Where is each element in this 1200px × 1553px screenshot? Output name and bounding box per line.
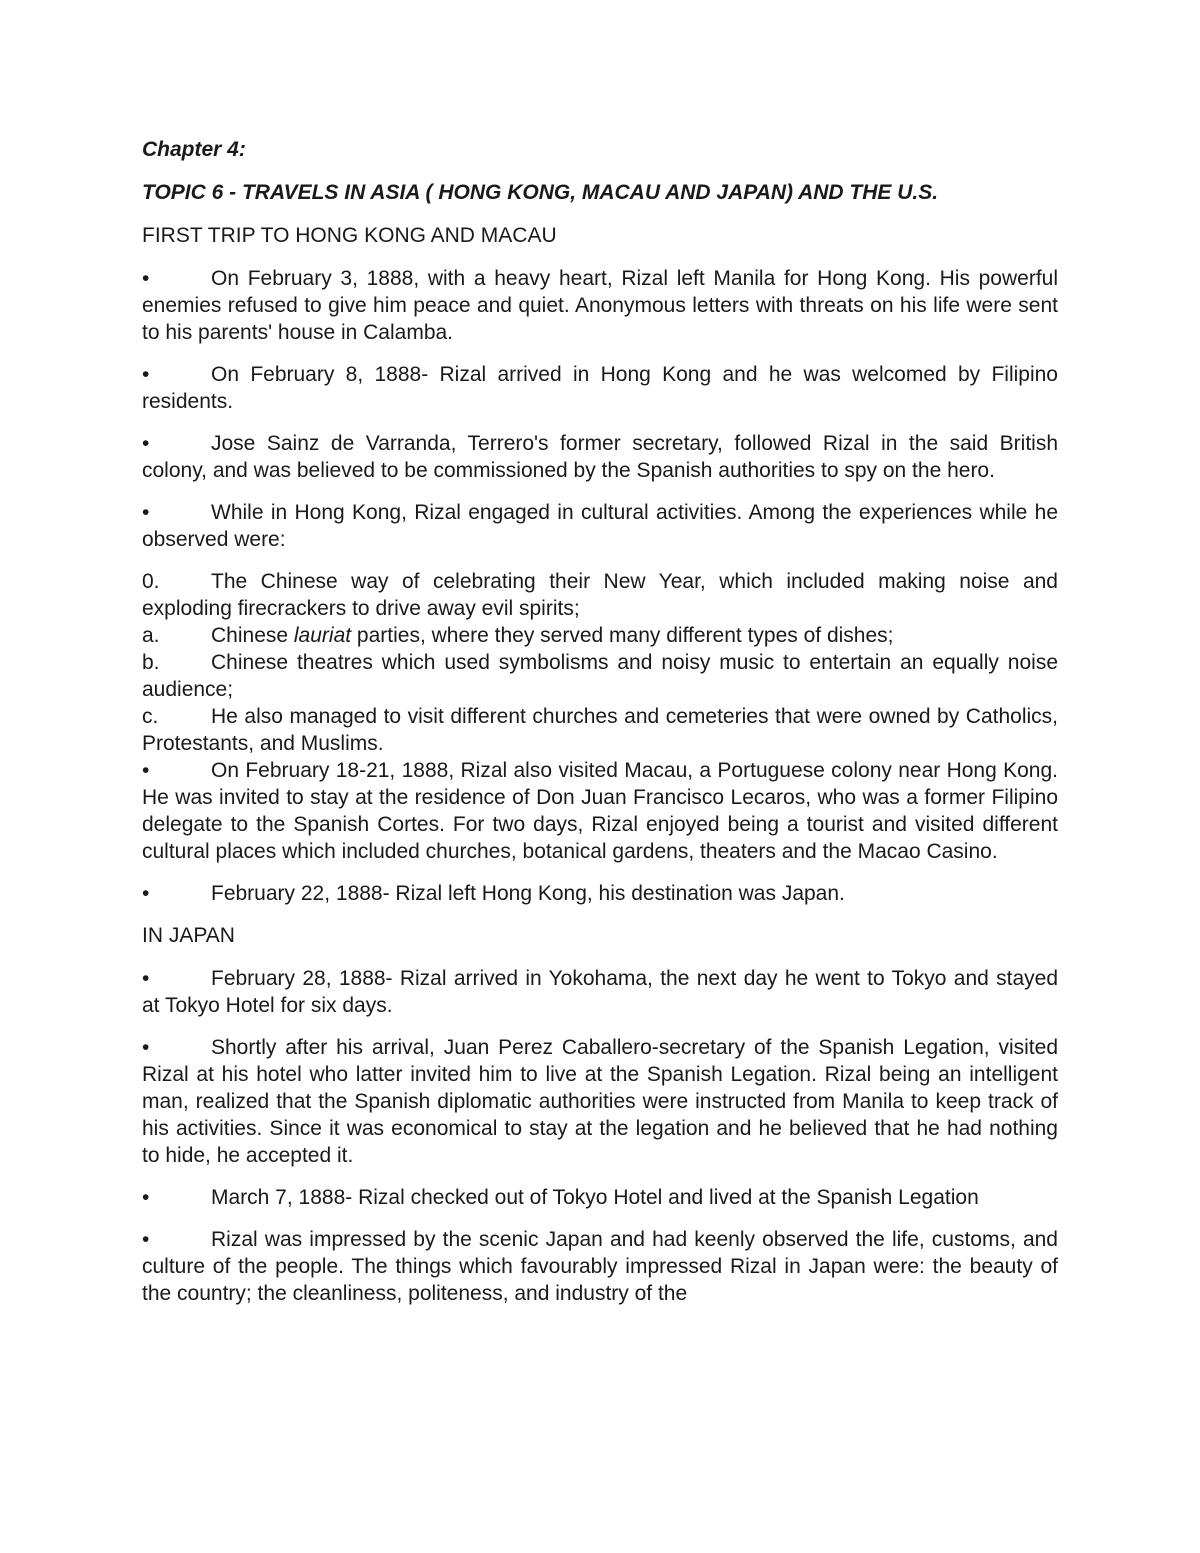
chapter-heading: Chapter 4: [142, 138, 246, 161]
document-page [142, 136, 1058, 1322]
paragraph-bullet [142, 965, 1058, 1019]
list-item [142, 568, 1058, 622]
list-text: The Chinese way of celebrating their New Year, which included making noise and exploding firecrackers to drive away evil spirits; [142, 570, 1058, 620]
paragraph-bullet [142, 880, 1058, 907]
section-title-japan: IN JAPAN [142, 924, 235, 947]
list-marker: 0. [142, 570, 160, 593]
bullet-marker: • [142, 1036, 150, 1059]
bullet-marker: • [142, 1186, 150, 1209]
list-text-emphasis: lauriat [293, 624, 352, 647]
paragraph-bullet [142, 757, 1058, 865]
paragraph-bullet [142, 361, 1058, 415]
list-marker: c. [142, 705, 159, 728]
list-text: Chinese theatres which used symbolisms and noisy music to entertain an equally noise audience; [142, 651, 1058, 701]
section-title-hong-kong: FIRST TRIP TO HONG KONG AND MACAU [142, 224, 557, 247]
paragraph-bullet [142, 430, 1058, 484]
bullet-text: On February 3, 1888, with a heavy heart, Rizal left Manila for Hong Kong. His powerful enemies refused to give him peace and quiet. Anonymous letters with threats on his life were sent to his parents' house in Calamba. [142, 267, 1058, 344]
bullet-text: On February 18-21, 1888, Rizal also visited Macau, a Portuguese colony near Hong Kong. He was invited to stay at the residence of Don Juan Francisco Lecaros, who was a former Filipino delegate to the Spanish Cortes. For two days, Rizal enjoyed being a tourist and visited different cultural places which included churches, botanical gardens, theaters and the Macao Casino. [142, 759, 1058, 863]
bullet-marker: • [142, 967, 150, 990]
topic-heading: TOPIC 6 - TRAVELS IN ASIA ( HONG KONG, MACAU AND JAPAN) AND THE U.S. [142, 181, 939, 204]
list-item [142, 622, 1058, 649]
bullet-text: Jose Sainz de Varranda, Terrero's former secretary, followed Rizal in the said British colony, and was believed to be commissioned by the Spanish authorities to spy on the hero. [142, 432, 1058, 482]
paragraph-bullet [142, 1184, 1058, 1211]
list-marker: b. [142, 651, 160, 674]
list-text: He also managed to visit different churches and cemeteries that were owned by Catholics, Protestants, and Muslims. [142, 705, 1058, 755]
bullet-marker: • [142, 501, 150, 524]
paragraph-bullet [142, 265, 1058, 346]
bullet-text: February 22, 1888- Rizal left Hong Kong, his destination was Japan. [211, 882, 845, 905]
bullet-marker: • [142, 882, 150, 905]
bullet-text: While in Hong Kong, Rizal engaged in cultural activities. Among the experiences while he observed were: [142, 501, 1058, 551]
list-item [142, 703, 1058, 757]
bullet-text: Shortly after his arrival, Juan Perez Caballero-secretary of the Spanish Legation, visited Rizal at his hotel who latter invited him to live at the Spanish Legation. Rizal being an intelligent man, realized that the Spanish diplomatic authorities were instructed from Manila to keep track of his activities. Since it was economical to stay at the legation and he believed that he had nothing to hide, he accepted it. [142, 1036, 1058, 1167]
bullet-text: March 7, 1888- Rizal checked out of Tokyo Hotel and lived at the Spanish Legation [211, 1186, 979, 1209]
bullet-marker: • [142, 363, 150, 386]
bullet-marker: • [142, 432, 150, 455]
paragraph-bullet [142, 1034, 1058, 1169]
bullet-text: Rizal was impressed by the scenic Japan and had keenly observed the life, customs, and culture of the people. The things which favourably impressed Rizal in Japan were: the beauty of the country; the cleanliness, politeness, and industry of the [142, 1228, 1058, 1305]
paragraph-bullet [142, 499, 1058, 553]
list-marker: a. [142, 624, 160, 647]
list-text-prefix: Chinese [211, 624, 294, 647]
bullet-marker: • [142, 267, 150, 290]
list-text-suffix: parties, where they served many different types of dishes; [351, 624, 894, 647]
bullet-text: On February 8, 1888- Rizal arrived in Hong Kong and he was welcomed by Filipino residents. [142, 363, 1058, 413]
bullet-text: February 28, 1888- Rizal arrived in Yokohama, the next day he went to Tokyo and stayed at Tokyo Hotel for six days. [142, 967, 1058, 1017]
paragraph-bullet [142, 1226, 1058, 1307]
bullet-marker: • [142, 1228, 150, 1251]
list-item [142, 649, 1058, 703]
bullet-marker: • [142, 759, 150, 782]
